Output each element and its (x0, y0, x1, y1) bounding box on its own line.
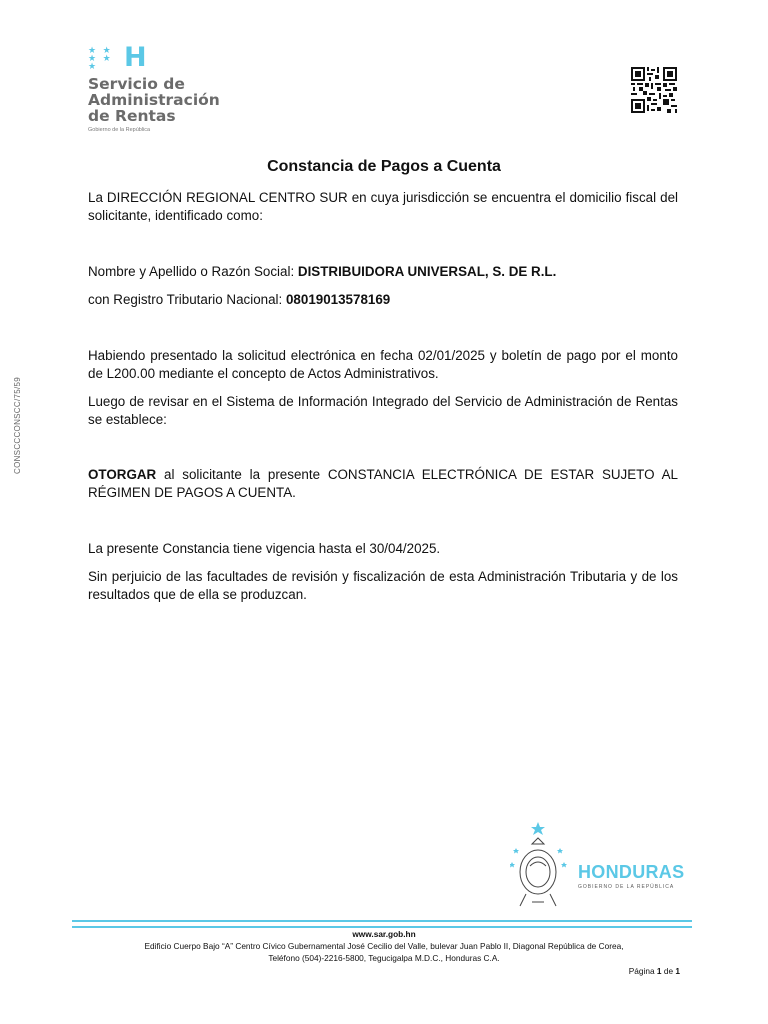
page-number (629, 966, 680, 976)
footer-divider-top (72, 920, 692, 922)
rtn-line (88, 291, 678, 309)
grant-keyword: OTORGAR (88, 467, 157, 482)
rtn-label: con Registro Tributario Nacional: (88, 292, 286, 307)
honduras-brand (578, 862, 684, 890)
address-line-2: Teléfono (504)-2216-5800, Tegucigalpa M.D.C., Honduras C.A. (268, 953, 500, 963)
review-paragraph: Luego de revisar en el Sistema de Información Integrado del Servicio de Administración de Rentas se establece: (88, 394, 678, 427)
logo-h-icon: H (124, 42, 147, 73)
intro-paragraph: La DIRECCIÓN REGIONAL CENTRO SUR en cuya jurisdicción se encuentra el domicilio fiscal del solicitante, identificado como: (88, 190, 678, 223)
page-label: Página (628, 966, 657, 976)
logo-line-3: de Rentas (88, 107, 176, 125)
grant-paragraph (88, 466, 678, 502)
page-total: 1 (675, 966, 680, 976)
side-code-text: CONSCCCONSCC/75/59 (12, 376, 22, 474)
taxpayer-name-line (88, 263, 678, 281)
disclaimer-paragraph: Sin perjuicio de las facultades de revisión y fiscalización de esta Administración Tributaria y de los resultados que de ella se produzcan. (88, 569, 678, 602)
logo-name (88, 76, 238, 124)
address-line-1: Edificio Cuerpo Bajo “A” Centro Cívico Gubernamental José Cecilio del Valle, bulevar Juan Pablo II, Diagonal República de Corea, (144, 941, 624, 951)
taxpayer-name-value: DISTRIBUIDORA UNIVERSAL, S. DE R.L. (297, 264, 557, 279)
stars-icon: ★ ★ ★ ★ ★ (88, 45, 113, 71)
country-name: HONDURAS (578, 862, 685, 882)
coat-of-arms-icon (510, 822, 570, 912)
document-control-code (0, 364, 34, 486)
document-title: Constancia de Pagos a Cuenta (267, 158, 501, 175)
taxpayer-name-label: Nombre y Apellido o Razón Social: (88, 264, 298, 279)
country-subtitle: GOBIERNO DE LA REPÚBLICA (578, 884, 675, 890)
logo-subtitle: Gobierno de la República (88, 127, 151, 133)
logo-line-2: Administración (88, 91, 220, 109)
request-paragraph: Habiendo presentado la solicitud electrónica en fecha 02/01/2025 y boletín de pago por el monto de L200.00 mediante el concepto de Actos Administrativos. (88, 348, 678, 381)
page-of: de (661, 966, 676, 976)
logo-line-1: Servicio de (88, 75, 185, 93)
validity-paragraph: La presente Constancia tiene vigencia hasta el 30/04/2025. (88, 541, 441, 556)
website-link[interactable]: www.sar.gob.hn (352, 929, 416, 939)
sar-logo (88, 42, 238, 133)
rtn-value: 08019013578169 (285, 292, 391, 307)
page-current: 1 (656, 966, 662, 976)
qr-code-icon (631, 67, 677, 113)
logo-mark (88, 42, 238, 73)
grant-text: al solicitante la presente CONSTANCIA ELECTRÓNICA DE ESTAR SUJETO AL RÉGIMEN DE PAGOS A CUENTA. (88, 467, 678, 500)
